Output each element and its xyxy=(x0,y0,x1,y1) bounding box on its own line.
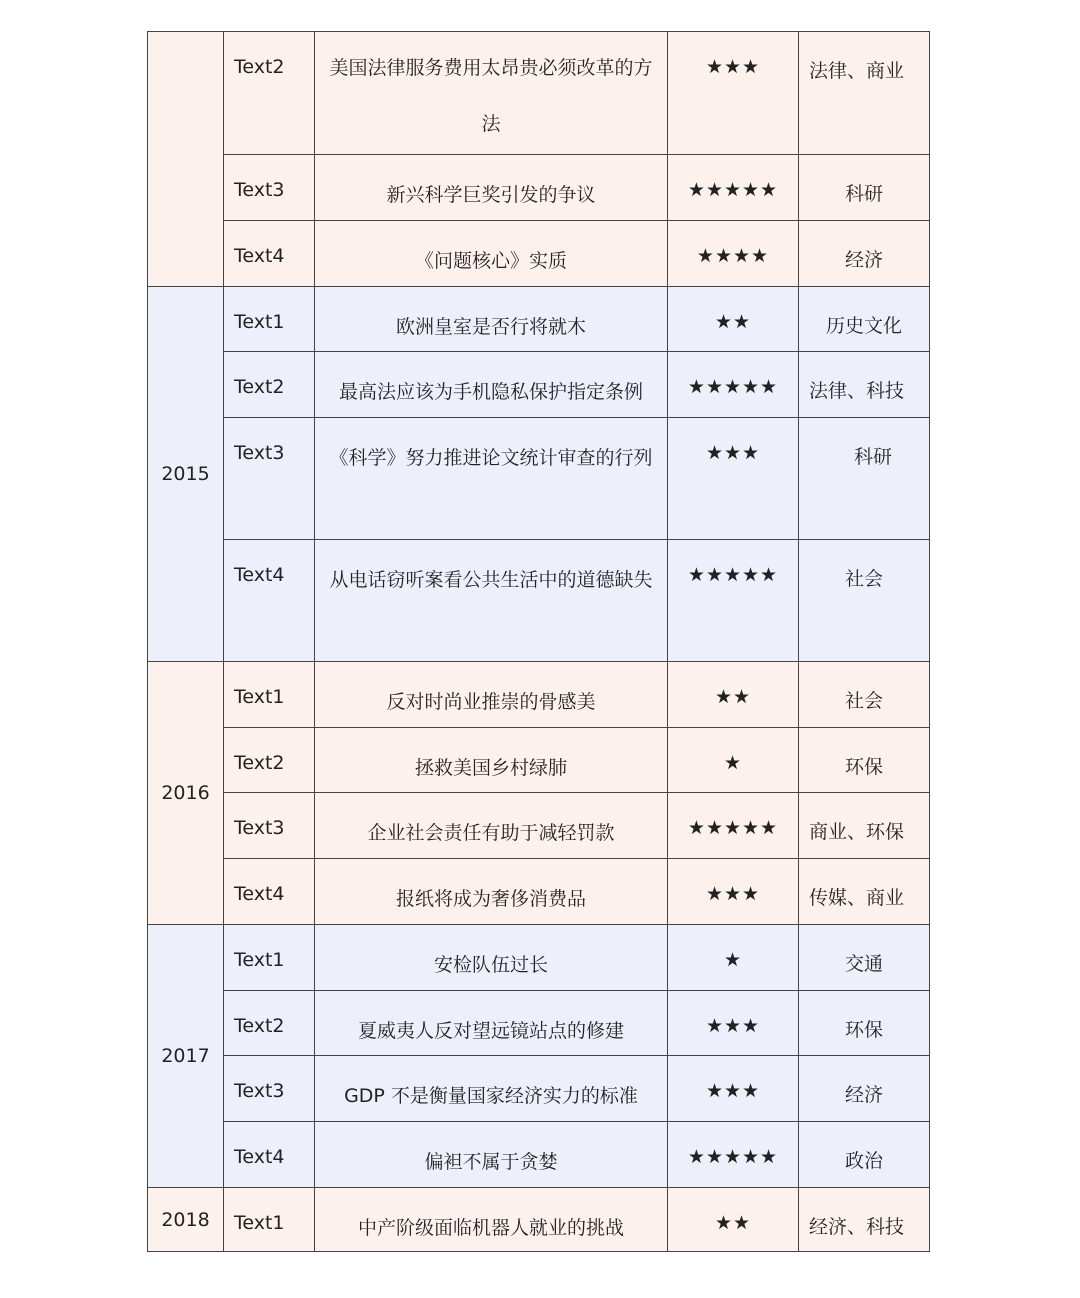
text-id-cell: Text2 xyxy=(224,991,315,1056)
text-id-cell: Text4 xyxy=(224,859,315,925)
title-cell: 拯救美国乡村绿肺 xyxy=(315,728,668,793)
table-row xyxy=(148,287,930,352)
text-id-cell: Text3 xyxy=(224,155,315,221)
difficulty-stars: ★★★★★ xyxy=(668,793,799,859)
table-row xyxy=(148,1188,930,1252)
text-id-cell: Text3 xyxy=(224,793,315,859)
title-cell: 美国法律服务费用太昂贵必须改革的方法 xyxy=(315,32,668,155)
title-cell: 新兴科学巨奖引发的争议 xyxy=(315,155,668,221)
table-row xyxy=(148,418,930,540)
difficulty-stars: ★★★ xyxy=(668,991,799,1056)
category-cell: 环保 xyxy=(799,728,930,793)
title-cell: 从电话窃听案看公共生活中的道德缺失 xyxy=(315,540,668,662)
title-cell: 中产阶级面临机器人就业的挑战 xyxy=(315,1188,668,1252)
table-row xyxy=(148,155,930,221)
difficulty-stars: ★★★ xyxy=(668,32,799,155)
difficulty-stars: ★★ xyxy=(668,662,799,728)
text-id-cell: Text1 xyxy=(224,1188,315,1252)
category-cell: 传媒、商业 xyxy=(799,859,930,925)
text-id-cell: Text2 xyxy=(224,32,315,155)
title-cell: 《科学》努力推进论文统计审查的行列 xyxy=(315,418,668,540)
text-id-cell: Text1 xyxy=(224,287,315,352)
topics-table xyxy=(147,31,930,1252)
table-row xyxy=(148,32,930,155)
category-cell: 法律、科技 xyxy=(799,352,930,418)
category-cell: 法律、商业 xyxy=(799,32,930,155)
title-cell: 反对时尚业推崇的骨感美 xyxy=(315,662,668,728)
difficulty-stars: ★★ xyxy=(668,1188,799,1252)
title-cell: 欧洲皇室是否行将就木 xyxy=(315,287,668,352)
difficulty-stars: ★ xyxy=(668,728,799,793)
table-row xyxy=(148,221,930,287)
year-cell: 2016 xyxy=(148,662,224,925)
title-cell: 偏袒不属于贪婪 xyxy=(315,1122,668,1188)
category-cell: 经济 xyxy=(799,1056,930,1122)
difficulty-stars: ★★★ xyxy=(668,418,799,540)
title-cell: GDP 不是衡量国家经济实力的标准 xyxy=(315,1056,668,1122)
table-row xyxy=(148,859,930,925)
text-id-cell: Text1 xyxy=(224,662,315,728)
table-row xyxy=(148,1122,930,1188)
text-id-cell: Text2 xyxy=(224,352,315,418)
category-cell: 社会 xyxy=(799,662,930,728)
category-cell: 政治 xyxy=(799,1122,930,1188)
text-id-cell: Text3 xyxy=(224,418,315,540)
year-cell xyxy=(148,32,224,287)
text-id-cell: Text4 xyxy=(224,540,315,662)
title-cell: 安检队伍过长 xyxy=(315,925,668,991)
difficulty-stars: ★★★★★ xyxy=(668,1122,799,1188)
year-cell: 2018 xyxy=(148,1188,224,1252)
difficulty-stars: ★★★ xyxy=(668,1056,799,1122)
table-row xyxy=(148,728,930,793)
table-row xyxy=(148,925,930,991)
title-cell: 报纸将成为奢侈消费品 xyxy=(315,859,668,925)
table-row xyxy=(148,540,930,662)
category-cell: 经济 xyxy=(799,221,930,287)
difficulty-stars: ★★ xyxy=(668,287,799,352)
difficulty-stars: ★ xyxy=(668,925,799,991)
table-row xyxy=(148,793,930,859)
text-id-cell: Text2 xyxy=(224,728,315,793)
table-row xyxy=(148,352,930,418)
table-row xyxy=(148,1056,930,1122)
difficulty-stars: ★★★★★ xyxy=(668,352,799,418)
category-cell: 商业、环保 xyxy=(799,793,930,859)
table-row xyxy=(148,991,930,1056)
text-id-cell: Text1 xyxy=(224,925,315,991)
category-cell: 历史文化 xyxy=(799,287,930,352)
category-cell: 科研 xyxy=(799,418,930,540)
category-cell: 社会 xyxy=(799,540,930,662)
year-cell: 2017 xyxy=(148,925,224,1188)
difficulty-stars: ★★★ xyxy=(668,859,799,925)
title-cell: 《问题核心》实质 xyxy=(315,221,668,287)
category-cell: 交通 xyxy=(799,925,930,991)
title-cell: 夏威夷人反对望远镜站点的修建 xyxy=(315,991,668,1056)
difficulty-stars: ★★★★ xyxy=(668,221,799,287)
year-cell: 2015 xyxy=(148,287,224,662)
category-cell: 科研 xyxy=(799,155,930,221)
text-id-cell: Text4 xyxy=(224,1122,315,1188)
title-cell: 企业社会责任有助于减轻罚款 xyxy=(315,793,668,859)
text-id-cell: Text4 xyxy=(224,221,315,287)
category-cell: 经济、科技 xyxy=(799,1188,930,1252)
category-cell: 环保 xyxy=(799,991,930,1056)
table-row xyxy=(148,662,930,728)
difficulty-stars: ★★★★★ xyxy=(668,155,799,221)
title-cell: 最高法应该为手机隐私保护指定条例 xyxy=(315,352,668,418)
difficulty-stars: ★★★★★ xyxy=(668,540,799,662)
text-id-cell: Text3 xyxy=(224,1056,315,1122)
